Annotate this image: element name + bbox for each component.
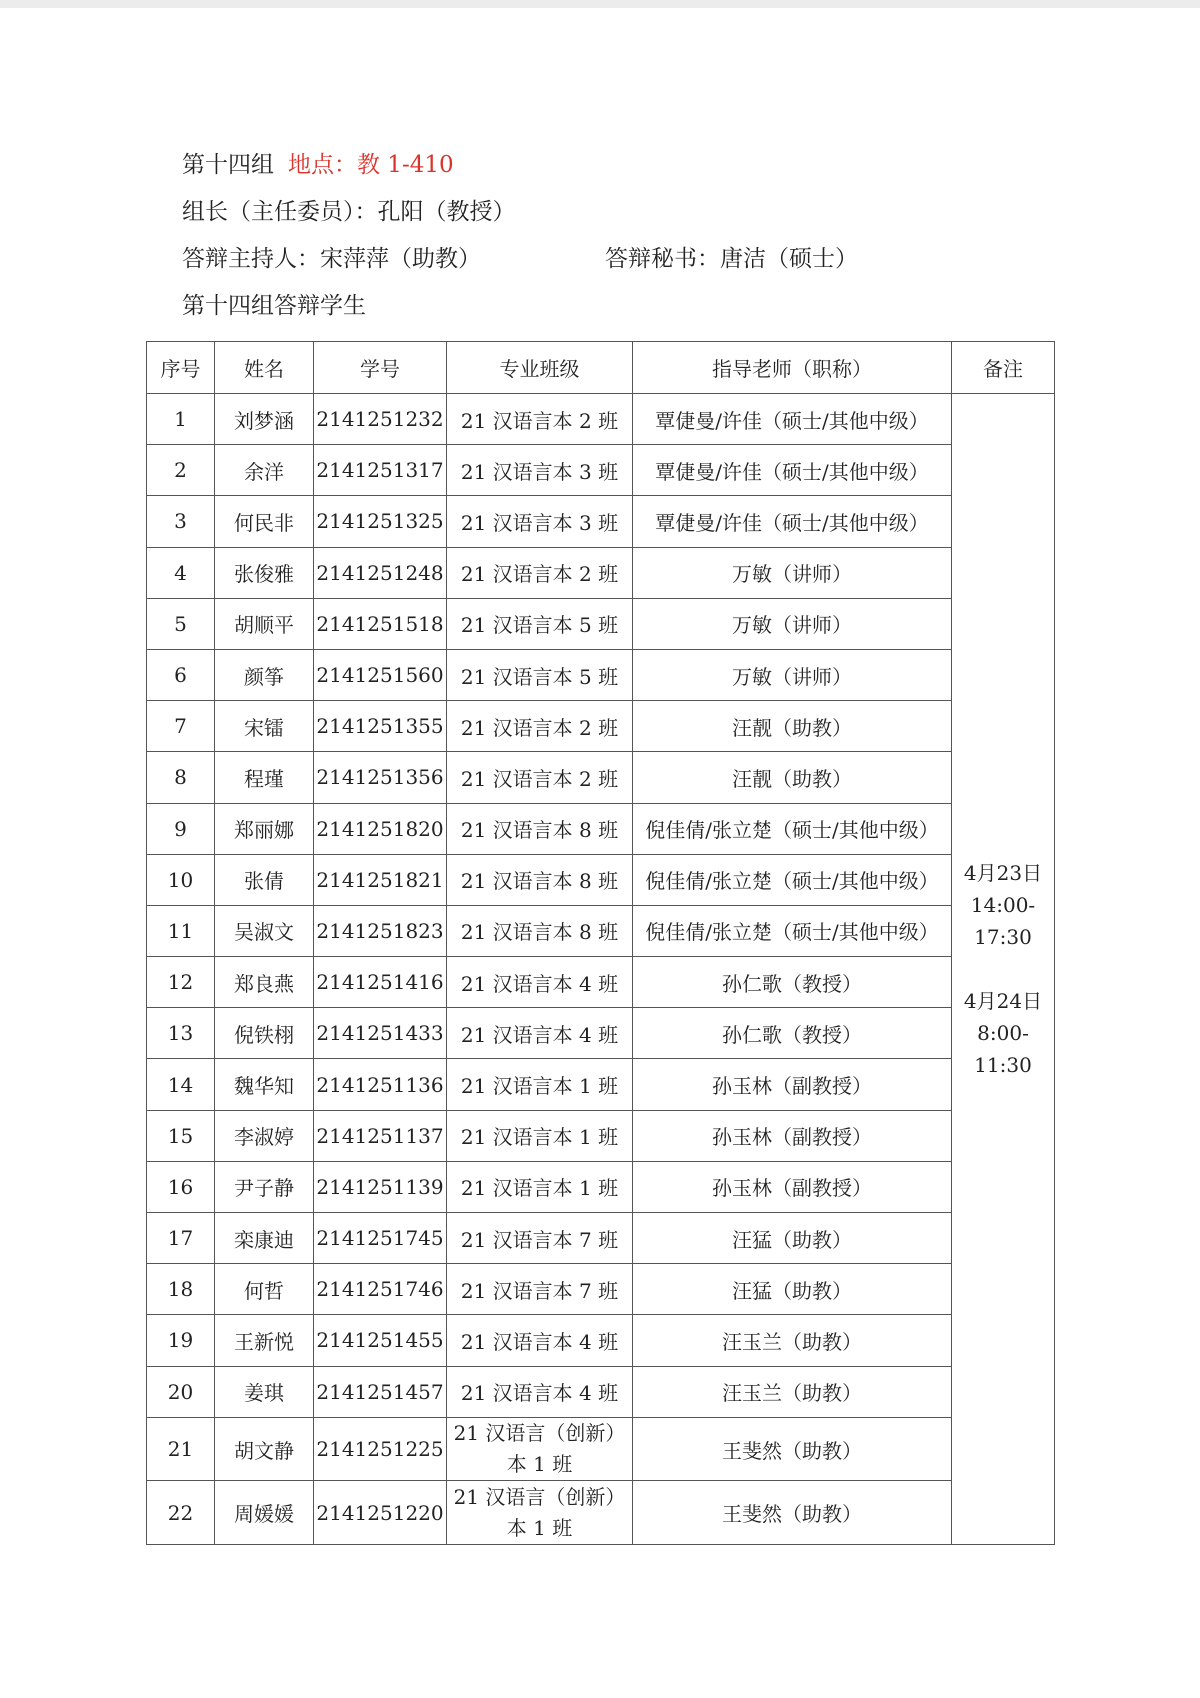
cell-cls: 21 汉语言本 2 班 — [447, 752, 633, 803]
cell-name: 刘梦涵 — [215, 394, 314, 445]
cell-advisor: 覃倢曼/许佳（硕士/其他中级） — [633, 394, 952, 445]
table-row — [147, 752, 1055, 803]
table-row — [147, 1264, 1055, 1315]
cell-id: 2141251518 — [314, 598, 447, 649]
remark-day1-date: 4月23日 — [963, 860, 1043, 885]
students-title: 第十四组答辩学生 — [182, 293, 366, 319]
cell-no: 12 — [147, 957, 215, 1008]
cell-id: 2141251317 — [314, 445, 447, 496]
cell-advisor: 王斐然（助教） — [633, 1481, 952, 1545]
cell-no: 6 — [147, 649, 215, 700]
table-row — [147, 905, 1055, 956]
cell-name: 胡顺平 — [215, 598, 314, 649]
cell-cls: 21 汉语言本 1 班 — [447, 1059, 633, 1110]
cell-advisor: 汪靓（助教） — [633, 752, 952, 803]
table-row — [147, 598, 1055, 649]
cell-no: 1 — [147, 394, 215, 445]
cell-no: 22 — [147, 1481, 215, 1545]
table-row — [147, 1417, 1055, 1481]
cell-no: 13 — [147, 1008, 215, 1059]
cell-advisor: 孙玉林（副教授） — [633, 1161, 952, 1212]
cell-name: 姜琪 — [215, 1366, 314, 1417]
cell-name: 魏华知 — [215, 1059, 314, 1110]
table-row — [147, 1315, 1055, 1366]
cell-id: 2141251823 — [314, 905, 447, 956]
cell-cls: 21 汉语言本 5 班 — [447, 649, 633, 700]
cell-name: 何哲 — [215, 1264, 314, 1315]
cell-cls: 21 汉语言本 2 班 — [447, 701, 633, 752]
cell-name: 余洋 — [215, 445, 314, 496]
cell-id: 2141251455 — [314, 1315, 447, 1366]
cell-id: 2141251139 — [314, 1161, 447, 1212]
header-no: 序号 — [147, 342, 215, 394]
cell-id: 2141251457 — [314, 1366, 447, 1417]
cell-id: 2141251325 — [314, 496, 447, 547]
table-row — [147, 1213, 1055, 1264]
cell-cls: 21 汉语言本 4 班 — [447, 1008, 633, 1059]
remark-day2-date: 4月24日 — [963, 988, 1043, 1013]
cell-cls: 21 汉语言本 2 班 — [447, 547, 633, 598]
cell-id: 2141251355 — [314, 701, 447, 752]
table-row — [147, 1161, 1055, 1212]
leader-line — [182, 197, 1082, 244]
cell-cls: 21 汉语言本 8 班 — [447, 803, 633, 854]
cell-cls: 21 汉语言本 8 班 — [447, 854, 633, 905]
table-row — [147, 803, 1055, 854]
cell-id: 2141251821 — [314, 854, 447, 905]
cell-id: 2141251820 — [314, 803, 447, 854]
cell-name: 颜筝 — [215, 649, 314, 700]
cell-cls: 21 汉语言本 1 班 — [447, 1110, 633, 1161]
cell-id: 2141251745 — [314, 1213, 447, 1264]
table-row — [147, 1366, 1055, 1417]
cell-advisor: 汪靓（助教） — [633, 701, 952, 752]
students-title-line — [182, 291, 1082, 338]
cell-no: 3 — [147, 496, 215, 547]
table-row — [147, 1008, 1055, 1059]
table-row — [147, 445, 1055, 496]
cell-no: 5 — [147, 598, 215, 649]
cell-cls: 21 汉语言本 5 班 — [447, 598, 633, 649]
cell-no: 10 — [147, 854, 215, 905]
cell-no: 4 — [147, 547, 215, 598]
table-row — [147, 701, 1055, 752]
cell-no: 19 — [147, 1315, 215, 1366]
cell-name: 胡文静 — [215, 1417, 314, 1481]
table-header-row — [147, 342, 1055, 394]
cell-id: 2141251136 — [314, 1059, 447, 1110]
cell-advisor: 孙玉林（副教授） — [633, 1059, 952, 1110]
cell-advisor: 孙玉林（副教授） — [633, 1110, 952, 1161]
cell-name: 张俊雅 — [215, 547, 314, 598]
cell-id: 2141251560 — [314, 649, 447, 700]
cell-no: 21 — [147, 1417, 215, 1481]
host-line — [182, 244, 1082, 291]
cell-advisor: 倪佳倩/张立楚（硕士/其他中级） — [633, 803, 952, 854]
cell-advisor: 万敏（讲师） — [633, 649, 952, 700]
remark-day1-time: 14:00-17:30 — [970, 892, 1036, 949]
top-strip — [0, 0, 1200, 8]
header-id: 学号 — [314, 342, 447, 394]
cell-cls: 21 汉语言本 1 班 — [447, 1161, 633, 1212]
cell-cls: 21 汉语言本 3 班 — [447, 445, 633, 496]
cell-advisor: 孙仁歌（教授） — [633, 957, 952, 1008]
cell-cls: 21 汉语言本 2 班 — [447, 394, 633, 445]
cell-cls: 21 汉语言（创新）本 1 班 — [447, 1417, 633, 1481]
cell-no: 9 — [147, 803, 215, 854]
cell-id: 2141251220 — [314, 1481, 447, 1545]
cell-advisor: 覃倢曼/许佳（硕士/其他中级） — [633, 496, 952, 547]
cell-name: 郑良燕 — [215, 957, 314, 1008]
cell-id: 2141251433 — [314, 1008, 447, 1059]
cell-name: 张倩 — [215, 854, 314, 905]
cell-cls: 21 汉语言本 3 班 — [447, 496, 633, 547]
cell-name: 郑丽娜 — [215, 803, 314, 854]
cell-no: 8 — [147, 752, 215, 803]
cell-name: 何民非 — [215, 496, 314, 547]
cell-name: 栾康迪 — [215, 1213, 314, 1264]
header-remark: 备注 — [952, 342, 1055, 394]
location: 地点：教 1-410 — [288, 152, 454, 178]
cell-id: 2141251356 — [314, 752, 447, 803]
cell-name: 宋镭 — [215, 701, 314, 752]
cell-advisor: 覃倢曼/许佳（硕士/其他中级） — [633, 445, 952, 496]
cell-name: 尹子静 — [215, 1161, 314, 1212]
cell-id: 2141251225 — [314, 1417, 447, 1481]
cell-no: 16 — [147, 1161, 215, 1212]
cell-advisor: 汪玉兰（助教） — [633, 1366, 952, 1417]
remark-cell — [952, 394, 1055, 1545]
cell-advisor: 汪玉兰（助教） — [633, 1315, 952, 1366]
cell-id: 2141251137 — [314, 1110, 447, 1161]
group-line — [182, 150, 1082, 197]
cell-cls: 21 汉语言（创新）本 1 班 — [447, 1481, 633, 1545]
table-row — [147, 547, 1055, 598]
cell-id: 2141251746 — [314, 1264, 447, 1315]
cell-no: 14 — [147, 1059, 215, 1110]
cell-cls: 21 汉语言本 7 班 — [447, 1213, 633, 1264]
cell-no: 11 — [147, 905, 215, 956]
cell-id: 2141251248 — [314, 547, 447, 598]
header-advisor: 指导老师（职称） — [633, 342, 952, 394]
group-name: 第十四组 — [182, 152, 274, 178]
cell-advisor: 孙仁歌（教授） — [633, 1008, 952, 1059]
cell-advisor: 汪猛（助教） — [633, 1264, 952, 1315]
cell-no: 7 — [147, 701, 215, 752]
cell-name: 倪铁栩 — [215, 1008, 314, 1059]
cell-advisor: 王斐然（助教） — [633, 1417, 952, 1481]
table-row — [147, 1059, 1055, 1110]
cell-name: 吴淑文 — [215, 905, 314, 956]
cell-no: 20 — [147, 1366, 215, 1417]
table-row — [147, 1481, 1055, 1545]
student-table — [146, 341, 1055, 1545]
cell-advisor: 万敏（讲师） — [633, 598, 952, 649]
header-name: 姓名 — [215, 342, 314, 394]
secretary: 答辩秘书：唐洁（硕士） — [605, 246, 858, 272]
cell-no: 15 — [147, 1110, 215, 1161]
cell-cls: 21 汉语言本 7 班 — [447, 1264, 633, 1315]
table-row — [147, 1110, 1055, 1161]
table-row — [147, 496, 1055, 547]
table-row — [147, 854, 1055, 905]
table-row — [147, 957, 1055, 1008]
table-row — [147, 394, 1055, 445]
cell-cls: 21 汉语言本 4 班 — [447, 1315, 633, 1366]
cell-name: 周媛媛 — [215, 1481, 314, 1545]
cell-no: 18 — [147, 1264, 215, 1315]
cell-advisor: 倪佳倩/张立楚（硕士/其他中级） — [633, 905, 952, 956]
cell-advisor: 汪猛（助教） — [633, 1213, 952, 1264]
cell-cls: 21 汉语言本 8 班 — [447, 905, 633, 956]
cell-name: 李淑婷 — [215, 1110, 314, 1161]
cell-id: 2141251416 — [314, 957, 447, 1008]
host: 答辩主持人：宋萍萍（助教） — [182, 246, 481, 272]
cell-no: 17 — [147, 1213, 215, 1264]
cell-cls: 21 汉语言本 4 班 — [447, 957, 633, 1008]
table-body — [147, 394, 1055, 1545]
cell-cls: 21 汉语言本 4 班 — [447, 1366, 633, 1417]
cell-advisor: 万敏（讲师） — [633, 547, 952, 598]
cell-name: 王新悦 — [215, 1315, 314, 1366]
header-class: 专业班级 — [447, 342, 633, 394]
table-row — [147, 649, 1055, 700]
cell-no: 2 — [147, 445, 215, 496]
cell-id: 2141251232 — [314, 394, 447, 445]
leader: 组长（主任委员）：孔阳（教授） — [182, 199, 516, 225]
remark-day2-time: 8:00-11:30 — [974, 1020, 1032, 1077]
document-header — [182, 150, 1082, 338]
cell-name: 程瑾 — [215, 752, 314, 803]
cell-advisor: 倪佳倩/张立楚（硕士/其他中级） — [633, 854, 952, 905]
